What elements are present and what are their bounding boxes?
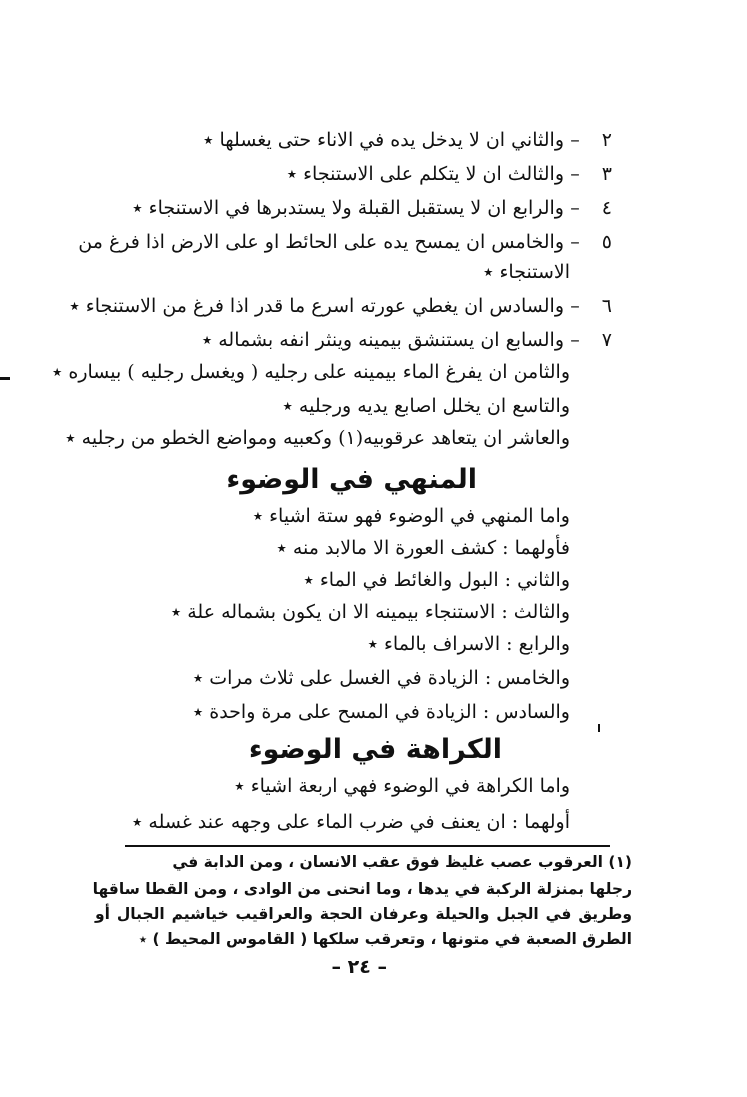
list-item — [95, 193, 612, 223]
item-text: والخامس ان يمسح يده على الحائط او على الارض اذا فرغ من — [78, 231, 564, 253]
item-dash: – — [570, 329, 580, 351]
item-number: ٣ — [601, 163, 612, 185]
text-line: أولهما : ان يعنف في ضرب الماء على وجهه عند غسله ٭ — [132, 811, 570, 833]
list-item — [95, 125, 612, 155]
item-text: الاستنجاء ٭ — [483, 261, 570, 283]
item-number: ٥ — [601, 231, 612, 253]
list-item — [95, 159, 612, 189]
footnote-separator — [125, 845, 610, 847]
text-line: فأولهما : كشف العورة الا مالابد منه ٭ — [276, 537, 570, 559]
list-item — [78, 227, 612, 257]
item-text: والثالث ان لا يتكلم على الاستنجاء ٭ — [286, 163, 564, 185]
item-text: والثاني ان لا يدخل يده في الاناء حتى يغسلها ٭ — [203, 129, 564, 151]
item-text: والسادس ان يغطي عورته اسرع ما قدر اذا فرغ من الاستنجاء ٭ — [69, 295, 564, 317]
item-dash: – — [570, 163, 580, 185]
text-line: والثالث : الاستنجاء بيمينه الا ان يكون بشماله علة ٭ — [170, 601, 570, 623]
item-number: ٧ — [601, 329, 612, 351]
scan-edge-mark — [0, 377, 10, 380]
item-text: والسابع ان يستنشق بيمينه وينثر انفه بشماله ٭ — [201, 329, 564, 351]
text-line: واما الكراهة في الوضوء فهي اربعة اشياء ٭ — [234, 775, 570, 797]
list-item-continuation — [95, 257, 570, 287]
footnote-line: وطريق في الجبل والحيلة وعرفان الحجة والعراقيب خياشيم الجبال أو — [95, 905, 632, 923]
list-item — [69, 291, 612, 321]
text-line: والثاني : البول والغائط في الماء ٭ — [303, 569, 570, 591]
item-dash: – — [570, 129, 580, 151]
footnote-line: الطرق الصعبة في متونها ، وتعرقب سلكها ( القاموس المحيط ) ٭ — [138, 930, 632, 948]
item-number: ٤ — [601, 197, 612, 219]
text-line: والثامن ان يفرغ الماء بيمينه على رجليه ( ويغسل رجليه ) بيساره ٭ — [51, 361, 570, 383]
text-line: والرابع : الاسراف بالماء ٭ — [367, 633, 570, 655]
footnote-line: (١) العرقوب عصب غليظ فوق عقب الانسان ، ومن الدابة في — [172, 853, 632, 871]
footnote-line: رجلها بمنزلة الركبة في يدها ، وما انحنى من الوادى ، ومن القطا ساقها — [92, 880, 632, 898]
item-dash: – — [570, 231, 580, 253]
text-line: والسادس : الزيادة في المسح على مرة واحدة ٭ — [192, 701, 570, 723]
scan-ink-mark — [598, 724, 600, 732]
text-line: واما المنهي في الوضوء فهو ستة اشياء ٭ — [252, 505, 570, 527]
page-number: – ٢٤ – — [331, 956, 387, 978]
section-heading: المنهي في الوضوء — [226, 464, 477, 495]
item-dash: – — [570, 197, 580, 219]
item-text: والرابع ان لا يستقبل القبلة ولا يستدبرها في الاستنجاء ٭ — [132, 197, 564, 219]
item-number: ٢ — [601, 129, 612, 151]
text-line: والخامس : الزيادة في الغسل على ثلاث مرات ٭ — [192, 667, 570, 689]
text-line: والعاشر ان يتعاهد عرقوبيه(١) وكعبيه ومواضع الخطو من رجليه ٭ — [65, 427, 570, 449]
item-dash: – — [570, 295, 580, 317]
text-line: والتاسع ان يخلل اصابع يديه ورجليه ٭ — [282, 395, 570, 417]
item-number: ٦ — [601, 295, 612, 317]
section-heading: الكراهة في الوضوء — [248, 734, 502, 765]
list-item — [95, 325, 612, 355]
